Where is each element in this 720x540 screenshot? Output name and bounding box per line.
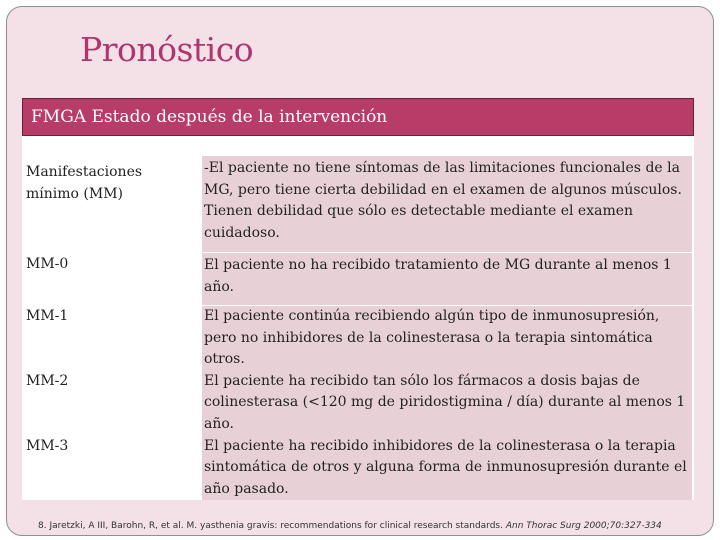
row-text-mm-0: El paciente no ha recibido tratamiento de MG durante al menos 1 año.: [202, 253, 692, 305]
slide-title: Pronóstico: [80, 30, 254, 69]
row-label-mm-1: MM-1: [26, 308, 69, 324]
row-label-mm-0: MM-0: [26, 256, 69, 272]
row-text-block: [202, 306, 692, 500]
citation-journal: Ann Thorac Surg 2000;70:327-334: [505, 521, 662, 531]
mg-status-table: [22, 136, 694, 500]
row-text-mm-1: El paciente continúa recibiendo algún tipo de inmunosupresión, pero no inhibidores de la colinesterasa o la terapia sintomática otros.: [204, 308, 660, 368]
row-text-mm: -El paciente no tiene síntomas de las limitaciones funcionales de la MG, pero tiene cierta debilidad en el examen de algunos músculos. Tienen debilidad que sólo es detectable mediante el examen cuidadoso.: [202, 156, 692, 252]
row-text-mm-2: El paciente ha recibido tan sólo los fármacos a dosis bajas de colinesterasa (<120 mg de piridostigmina / día) durante al menos 1 año.: [204, 372, 686, 432]
row-label-mm-2: MM-2: [26, 373, 69, 389]
table-header: FMGA Estado después de la intervención: [22, 98, 694, 136]
row-label-mm-3: MM-3: [26, 438, 69, 454]
row-text-mm-3: El paciente ha recibido inhibidores de la colinesterasa o la terapia sintomática de otros y alguna forma de inmunosupresión durante el año pasado.: [204, 437, 687, 497]
row-label-mm: Manifestaciones mínimo (MM): [26, 164, 143, 202]
citation: [38, 521, 662, 531]
citation-main: 8. Jaretzki, A III, Barohn, R, et al. M. yasthenia gravis: recommendations for clinical research standards.: [38, 521, 503, 531]
